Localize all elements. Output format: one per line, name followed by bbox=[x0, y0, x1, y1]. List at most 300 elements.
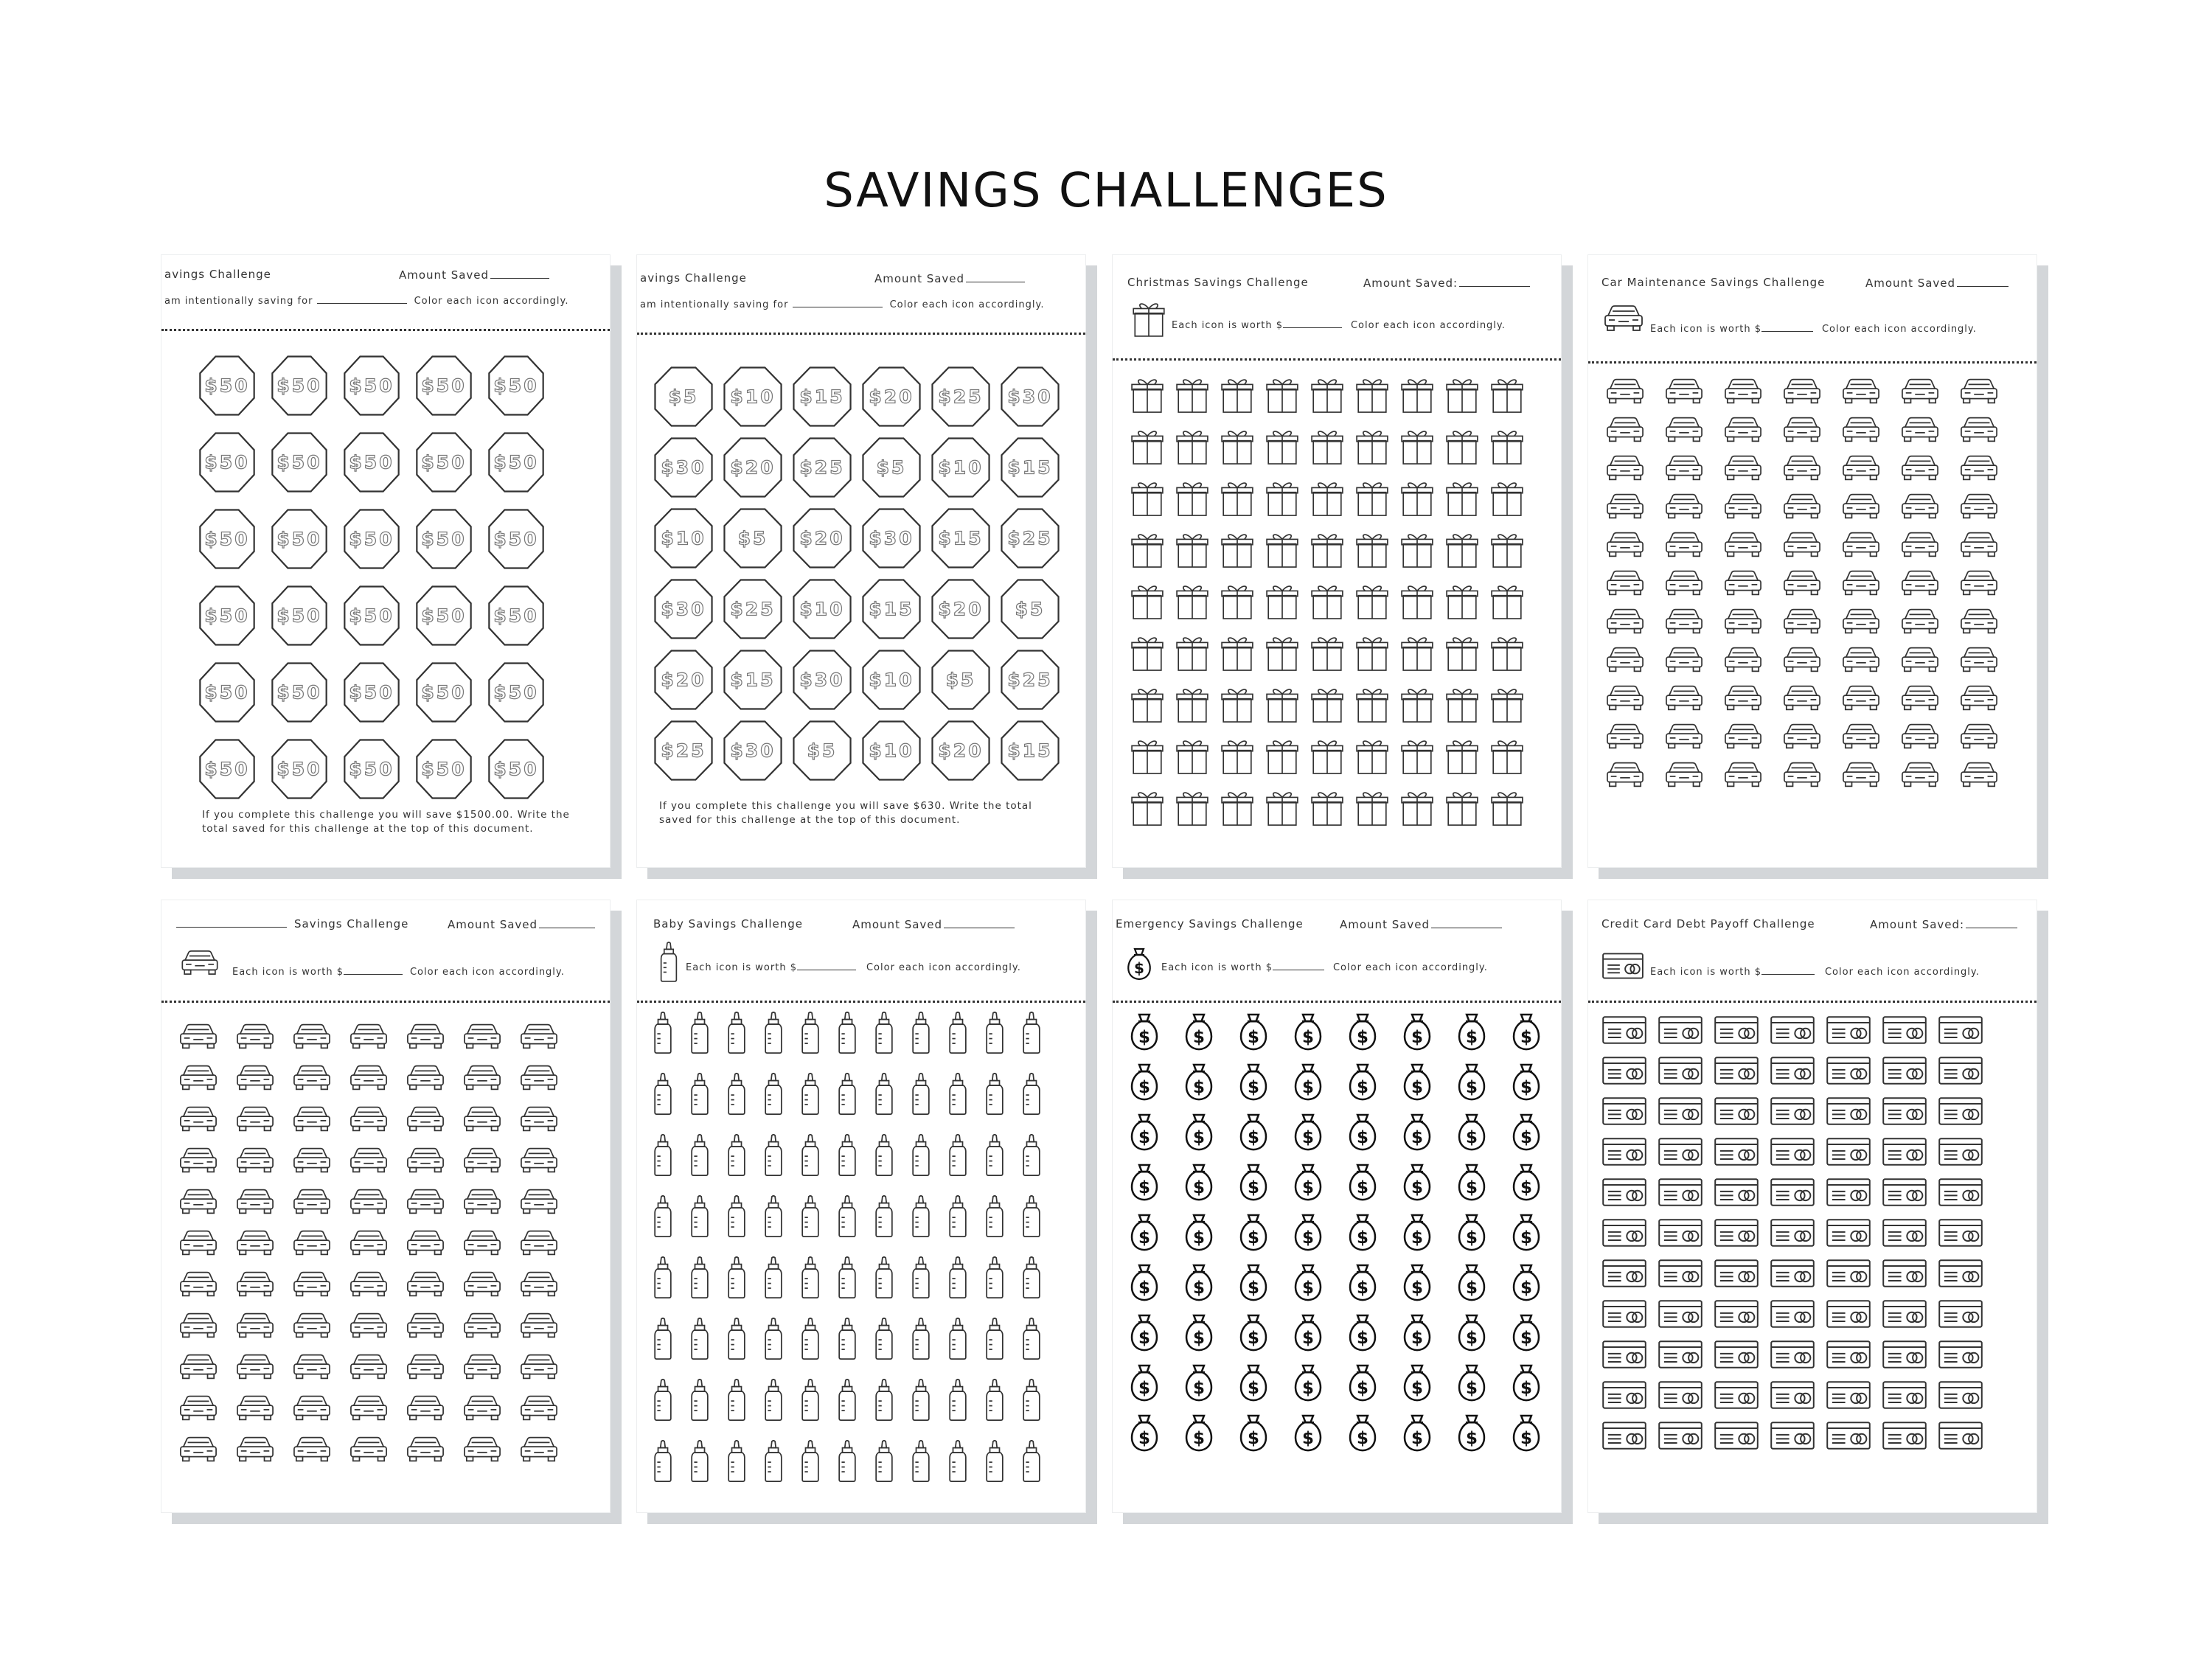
baby-bottle-icon[interactable] bbox=[911, 1011, 931, 1055]
car-icon[interactable] bbox=[520, 1105, 558, 1133]
baby-bottle-icon[interactable] bbox=[838, 1317, 857, 1361]
savings-octagon[interactable] bbox=[343, 508, 400, 570]
baby-bottle-icon[interactable] bbox=[874, 1011, 894, 1055]
car-icon[interactable] bbox=[1842, 645, 1880, 673]
savings-octagon[interactable] bbox=[487, 661, 545, 723]
car-icon[interactable] bbox=[1665, 607, 1703, 635]
baby-bottle-icon[interactable] bbox=[874, 1378, 894, 1422]
money-bag-icon[interactable] bbox=[1291, 1412, 1325, 1453]
car-icon[interactable] bbox=[293, 1022, 331, 1050]
gift-icon[interactable] bbox=[1175, 476, 1209, 519]
credit-card-icon[interactable] bbox=[1658, 1096, 1703, 1127]
money-bag-icon[interactable] bbox=[1237, 1061, 1270, 1102]
credit-card-icon[interactable] bbox=[1938, 1380, 1983, 1411]
money-bag-icon[interactable] bbox=[1509, 1111, 1543, 1152]
car-icon[interactable] bbox=[1901, 722, 1939, 750]
baby-bottle-icon[interactable] bbox=[727, 1011, 746, 1055]
credit-card-icon[interactable] bbox=[1938, 1420, 1983, 1451]
car-icon[interactable] bbox=[293, 1270, 331, 1298]
baby-bottle-icon[interactable] bbox=[911, 1256, 931, 1300]
car-icon[interactable] bbox=[179, 1146, 218, 1174]
gift-icon[interactable] bbox=[1400, 373, 1434, 416]
credit-card-icon[interactable] bbox=[1826, 1177, 1871, 1208]
car-icon[interactable] bbox=[1842, 607, 1880, 635]
savings-octagon[interactable] bbox=[792, 507, 852, 569]
savings-octagon[interactable] bbox=[861, 578, 922, 640]
baby-bottle-icon[interactable] bbox=[874, 1256, 894, 1300]
credit-card-icon[interactable] bbox=[1826, 1096, 1871, 1127]
car-icon[interactable] bbox=[406, 1270, 445, 1298]
savings-octagon[interactable] bbox=[343, 738, 400, 800]
gift-icon[interactable] bbox=[1355, 631, 1389, 674]
baby-bottle-icon[interactable] bbox=[838, 1133, 857, 1178]
credit-card-icon[interactable] bbox=[1601, 1217, 1647, 1248]
gift-icon[interactable] bbox=[1310, 786, 1344, 829]
car-icon[interactable] bbox=[406, 1352, 445, 1380]
savings-octagon[interactable] bbox=[198, 355, 256, 417]
savings-octagon[interactable] bbox=[792, 578, 852, 640]
amount-saved-field[interactable]: Amount Saved bbox=[874, 271, 1025, 285]
money-bag-icon[interactable] bbox=[1400, 1061, 1434, 1102]
gift-icon[interactable] bbox=[1445, 425, 1479, 467]
credit-card-icon[interactable] bbox=[1770, 1177, 1815, 1208]
car-icon[interactable] bbox=[1901, 760, 1939, 788]
car-icon[interactable] bbox=[349, 1394, 388, 1422]
baby-bottle-icon[interactable] bbox=[838, 1072, 857, 1116]
car-icon[interactable] bbox=[349, 1228, 388, 1256]
baby-bottle-icon[interactable] bbox=[727, 1317, 746, 1361]
credit-card-icon[interactable] bbox=[1826, 1339, 1871, 1370]
baby-bottle-icon[interactable] bbox=[948, 1194, 967, 1239]
car-icon[interactable] bbox=[1665, 492, 1703, 520]
money-bag-icon[interactable] bbox=[1182, 1061, 1216, 1102]
credit-card-icon[interactable] bbox=[1714, 1136, 1759, 1167]
savings-octagon[interactable] bbox=[343, 661, 400, 723]
gift-icon[interactable] bbox=[1355, 425, 1389, 467]
savings-octagon[interactable] bbox=[931, 720, 991, 782]
savings-octagon[interactable] bbox=[198, 738, 256, 800]
credit-card-icon[interactable] bbox=[1938, 1258, 1983, 1289]
car-icon[interactable] bbox=[1842, 453, 1880, 481]
money-bag-icon[interactable] bbox=[1291, 1262, 1325, 1303]
credit-card-icon[interactable] bbox=[1658, 1258, 1703, 1289]
car-icon[interactable] bbox=[1783, 415, 1821, 443]
credit-card-icon[interactable] bbox=[1770, 1339, 1815, 1370]
car-icon[interactable] bbox=[406, 1146, 445, 1174]
car-icon[interactable] bbox=[406, 1063, 445, 1091]
gift-icon[interactable] bbox=[1265, 528, 1299, 571]
gift-icon[interactable] bbox=[1265, 786, 1299, 829]
gift-icon[interactable] bbox=[1130, 631, 1164, 674]
money-bag-icon[interactable] bbox=[1291, 1061, 1325, 1102]
baby-bottle-icon[interactable] bbox=[690, 1256, 709, 1300]
credit-card-icon[interactable] bbox=[1770, 1015, 1815, 1046]
money-bag-icon[interactable] bbox=[1509, 1412, 1543, 1453]
money-bag-icon[interactable] bbox=[1182, 1011, 1216, 1052]
car-icon[interactable] bbox=[1665, 453, 1703, 481]
car-icon[interactable] bbox=[1960, 377, 1998, 405]
baby-bottle-icon[interactable] bbox=[764, 1256, 783, 1300]
credit-card-icon[interactable] bbox=[1714, 1420, 1759, 1451]
savings-octagon[interactable] bbox=[653, 578, 714, 640]
money-bag-icon[interactable] bbox=[1182, 1362, 1216, 1403]
car-icon[interactable] bbox=[1842, 760, 1880, 788]
credit-card-icon[interactable] bbox=[1826, 1380, 1871, 1411]
credit-card-icon[interactable] bbox=[1601, 1258, 1647, 1289]
baby-bottle-icon[interactable] bbox=[911, 1439, 931, 1484]
savings-octagon[interactable] bbox=[653, 649, 714, 711]
baby-bottle-icon[interactable] bbox=[690, 1133, 709, 1178]
baby-bottle-icon[interactable] bbox=[874, 1194, 894, 1239]
car-icon[interactable] bbox=[179, 1228, 218, 1256]
credit-card-icon[interactable] bbox=[1714, 1096, 1759, 1127]
car-icon[interactable] bbox=[520, 1270, 558, 1298]
car-icon[interactable] bbox=[406, 1105, 445, 1133]
amount-saved-field[interactable]: Amount Saved bbox=[852, 917, 1015, 931]
car-icon[interactable] bbox=[1606, 607, 1644, 635]
car-icon[interactable] bbox=[1960, 684, 1998, 712]
car-icon[interactable] bbox=[179, 1187, 218, 1215]
car-icon[interactable] bbox=[179, 1311, 218, 1339]
gift-icon[interactable] bbox=[1220, 476, 1254, 519]
car-icon[interactable] bbox=[349, 1063, 388, 1091]
car-icon[interactable] bbox=[520, 1146, 558, 1174]
gift-icon[interactable] bbox=[1490, 528, 1524, 571]
money-bag-icon[interactable] bbox=[1509, 1061, 1543, 1102]
baby-bottle-icon[interactable] bbox=[985, 1072, 1004, 1116]
baby-bottle-icon[interactable] bbox=[985, 1194, 1004, 1239]
gift-icon[interactable] bbox=[1310, 734, 1344, 777]
credit-card-icon[interactable] bbox=[1601, 1177, 1647, 1208]
money-bag-icon[interactable] bbox=[1400, 1161, 1434, 1203]
car-icon[interactable] bbox=[179, 1435, 218, 1463]
baby-bottle-icon[interactable] bbox=[764, 1011, 783, 1055]
car-icon[interactable] bbox=[1842, 377, 1880, 405]
baby-bottle-icon[interactable] bbox=[911, 1194, 931, 1239]
savings-octagon[interactable] bbox=[653, 437, 714, 498]
credit-card-icon[interactable] bbox=[1938, 1055, 1983, 1086]
gift-icon[interactable] bbox=[1220, 373, 1254, 416]
credit-card-icon[interactable] bbox=[1770, 1055, 1815, 1086]
gift-icon[interactable] bbox=[1310, 631, 1344, 674]
credit-card-icon[interactable] bbox=[1770, 1380, 1815, 1411]
car-icon[interactable] bbox=[1842, 415, 1880, 443]
gift-icon[interactable] bbox=[1220, 528, 1254, 571]
baby-bottle-icon[interactable] bbox=[690, 1011, 709, 1055]
gift-icon[interactable] bbox=[1490, 631, 1524, 674]
gift-icon[interactable] bbox=[1175, 631, 1209, 674]
money-bag-icon[interactable] bbox=[1400, 1362, 1434, 1403]
savings-octagon[interactable] bbox=[1000, 578, 1060, 640]
gift-icon[interactable] bbox=[1490, 683, 1524, 726]
car-icon[interactable] bbox=[236, 1187, 274, 1215]
gift-icon[interactable] bbox=[1265, 580, 1299, 622]
savings-octagon[interactable] bbox=[415, 355, 473, 417]
car-icon[interactable] bbox=[349, 1146, 388, 1174]
savings-octagon[interactable] bbox=[271, 355, 328, 417]
money-bag-icon[interactable] bbox=[1400, 1211, 1434, 1253]
savings-octagon[interactable] bbox=[271, 738, 328, 800]
car-icon[interactable] bbox=[1783, 722, 1821, 750]
baby-bottle-icon[interactable] bbox=[801, 1133, 820, 1178]
baby-bottle-icon[interactable] bbox=[653, 1072, 672, 1116]
money-bag-icon[interactable] bbox=[1455, 1011, 1489, 1052]
savings-octagon[interactable] bbox=[723, 437, 783, 498]
gift-icon[interactable] bbox=[1355, 786, 1389, 829]
car-icon[interactable] bbox=[1783, 645, 1821, 673]
car-icon[interactable] bbox=[1606, 760, 1644, 788]
savings-octagon[interactable] bbox=[1000, 720, 1060, 782]
savings-octagon[interactable] bbox=[415, 585, 473, 647]
gift-icon[interactable] bbox=[1130, 528, 1164, 571]
baby-bottle-icon[interactable] bbox=[727, 1439, 746, 1484]
baby-bottle-icon[interactable] bbox=[1022, 1194, 1041, 1239]
baby-bottle-icon[interactable] bbox=[727, 1378, 746, 1422]
credit-card-icon[interactable] bbox=[1826, 1217, 1871, 1248]
baby-bottle-icon[interactable] bbox=[1022, 1378, 1041, 1422]
car-icon[interactable] bbox=[1960, 453, 1998, 481]
car-icon[interactable] bbox=[179, 1394, 218, 1422]
baby-bottle-icon[interactable] bbox=[727, 1072, 746, 1116]
savings-octagon[interactable] bbox=[487, 585, 545, 647]
money-bag-icon[interactable] bbox=[1127, 1211, 1161, 1253]
gift-icon[interactable] bbox=[1400, 425, 1434, 467]
credit-card-icon[interactable] bbox=[1938, 1177, 1983, 1208]
car-icon[interactable] bbox=[293, 1435, 331, 1463]
money-bag-icon[interactable] bbox=[1182, 1161, 1216, 1203]
baby-bottle-icon[interactable] bbox=[690, 1378, 709, 1422]
gift-icon[interactable] bbox=[1445, 631, 1479, 674]
car-icon[interactable] bbox=[1901, 530, 1939, 558]
car-icon[interactable] bbox=[520, 1352, 558, 1380]
savings-octagon[interactable] bbox=[487, 508, 545, 570]
credit-card-icon[interactable] bbox=[1658, 1380, 1703, 1411]
money-bag-icon[interactable] bbox=[1455, 1061, 1489, 1102]
gift-icon[interactable] bbox=[1490, 786, 1524, 829]
credit-card-icon[interactable] bbox=[1658, 1136, 1703, 1167]
baby-bottle-icon[interactable] bbox=[1022, 1317, 1041, 1361]
credit-card-icon[interactable] bbox=[1882, 1015, 1927, 1046]
credit-card-icon[interactable] bbox=[1826, 1136, 1871, 1167]
baby-bottle-icon[interactable] bbox=[764, 1378, 783, 1422]
money-bag-icon[interactable] bbox=[1455, 1111, 1489, 1152]
baby-bottle-icon[interactable] bbox=[690, 1439, 709, 1484]
savings-octagon[interactable] bbox=[653, 720, 714, 782]
gift-icon[interactable] bbox=[1130, 580, 1164, 622]
car-icon[interactable] bbox=[236, 1105, 274, 1133]
money-bag-icon[interactable] bbox=[1455, 1312, 1489, 1353]
car-icon[interactable] bbox=[406, 1187, 445, 1215]
credit-card-icon[interactable] bbox=[1882, 1136, 1927, 1167]
car-icon[interactable] bbox=[293, 1352, 331, 1380]
gift-icon[interactable] bbox=[1130, 683, 1164, 726]
car-icon[interactable] bbox=[520, 1022, 558, 1050]
credit-card-icon[interactable] bbox=[1714, 1298, 1759, 1329]
baby-bottle-icon[interactable] bbox=[874, 1133, 894, 1178]
credit-card-icon[interactable] bbox=[1770, 1217, 1815, 1248]
car-icon[interactable] bbox=[1606, 722, 1644, 750]
car-icon[interactable] bbox=[1842, 568, 1880, 597]
baby-bottle-icon[interactable] bbox=[911, 1317, 931, 1361]
baby-bottle-icon[interactable] bbox=[874, 1317, 894, 1361]
gift-icon[interactable] bbox=[1400, 631, 1434, 674]
credit-card-icon[interactable] bbox=[1714, 1339, 1759, 1370]
gift-icon[interactable] bbox=[1400, 528, 1434, 571]
gift-icon[interactable] bbox=[1400, 734, 1434, 777]
baby-bottle-icon[interactable] bbox=[911, 1378, 931, 1422]
credit-card-icon[interactable] bbox=[1882, 1420, 1927, 1451]
car-icon[interactable] bbox=[1665, 530, 1703, 558]
baby-bottle-icon[interactable] bbox=[1022, 1133, 1041, 1178]
car-icon[interactable] bbox=[463, 1146, 501, 1174]
savings-octagon[interactable] bbox=[931, 366, 991, 428]
money-bag-icon[interactable] bbox=[1291, 1362, 1325, 1403]
gift-icon[interactable] bbox=[1445, 580, 1479, 622]
baby-bottle-icon[interactable] bbox=[764, 1194, 783, 1239]
gift-icon[interactable] bbox=[1445, 786, 1479, 829]
baby-bottle-icon[interactable] bbox=[948, 1072, 967, 1116]
savings-octagon[interactable] bbox=[1000, 366, 1060, 428]
baby-bottle-icon[interactable] bbox=[764, 1133, 783, 1178]
amount-saved-field[interactable]: Amount Saved: bbox=[1870, 917, 2017, 931]
money-bag-icon[interactable] bbox=[1237, 1412, 1270, 1453]
car-icon[interactable] bbox=[1606, 684, 1644, 712]
car-icon[interactable] bbox=[293, 1394, 331, 1422]
baby-bottle-icon[interactable] bbox=[874, 1072, 894, 1116]
gift-icon[interactable] bbox=[1220, 734, 1254, 777]
gift-icon[interactable] bbox=[1355, 476, 1389, 519]
car-icon[interactable] bbox=[236, 1228, 274, 1256]
baby-bottle-icon[interactable] bbox=[1022, 1439, 1041, 1484]
car-icon[interactable] bbox=[349, 1270, 388, 1298]
savings-octagon[interactable] bbox=[487, 738, 545, 800]
car-icon[interactable] bbox=[1901, 684, 1939, 712]
money-bag-icon[interactable] bbox=[1127, 1061, 1161, 1102]
credit-card-icon[interactable] bbox=[1938, 1015, 1983, 1046]
gift-icon[interactable] bbox=[1220, 425, 1254, 467]
money-bag-icon[interactable] bbox=[1291, 1011, 1325, 1052]
credit-card-icon[interactable] bbox=[1882, 1339, 1927, 1370]
gift-icon[interactable] bbox=[1265, 476, 1299, 519]
savings-octagon[interactable] bbox=[931, 507, 991, 569]
gift-icon[interactable] bbox=[1130, 425, 1164, 467]
baby-bottle-icon[interactable] bbox=[653, 1317, 672, 1361]
savings-octagon[interactable] bbox=[723, 720, 783, 782]
credit-card-icon[interactable] bbox=[1882, 1298, 1927, 1329]
car-icon[interactable] bbox=[406, 1228, 445, 1256]
credit-card-icon[interactable] bbox=[1882, 1096, 1927, 1127]
car-icon[interactable] bbox=[293, 1063, 331, 1091]
credit-card-icon[interactable] bbox=[1714, 1217, 1759, 1248]
gift-icon[interactable] bbox=[1220, 786, 1254, 829]
credit-card-icon[interactable] bbox=[1658, 1015, 1703, 1046]
car-icon[interactable] bbox=[349, 1435, 388, 1463]
savings-octagon[interactable] bbox=[487, 355, 545, 417]
car-icon[interactable] bbox=[349, 1022, 388, 1050]
car-icon[interactable] bbox=[463, 1187, 501, 1215]
baby-bottle-icon[interactable] bbox=[874, 1439, 894, 1484]
money-bag-icon[interactable] bbox=[1346, 1262, 1380, 1303]
money-bag-icon[interactable] bbox=[1127, 1011, 1161, 1052]
money-bag-icon[interactable] bbox=[1127, 1362, 1161, 1403]
gift-icon[interactable] bbox=[1130, 786, 1164, 829]
baby-bottle-icon[interactable] bbox=[985, 1439, 1004, 1484]
amount-saved-field[interactable]: Amount Saved bbox=[399, 268, 549, 282]
car-icon[interactable] bbox=[179, 1270, 218, 1298]
car-icon[interactable] bbox=[1901, 492, 1939, 520]
gift-icon[interactable] bbox=[1265, 425, 1299, 467]
savings-octagon[interactable] bbox=[271, 585, 328, 647]
car-icon[interactable] bbox=[1665, 415, 1703, 443]
car-icon[interactable] bbox=[1724, 530, 1762, 558]
gift-icon[interactable] bbox=[1355, 683, 1389, 726]
gift-icon[interactable] bbox=[1175, 580, 1209, 622]
car-icon[interactable] bbox=[1960, 760, 1998, 788]
baby-bottle-icon[interactable] bbox=[801, 1011, 820, 1055]
baby-bottle-icon[interactable] bbox=[764, 1072, 783, 1116]
car-icon[interactable] bbox=[1842, 530, 1880, 558]
savings-octagon[interactable] bbox=[415, 738, 473, 800]
baby-bottle-icon[interactable] bbox=[948, 1317, 967, 1361]
car-icon[interactable] bbox=[293, 1105, 331, 1133]
car-icon[interactable] bbox=[520, 1228, 558, 1256]
money-bag-icon[interactable] bbox=[1237, 1211, 1270, 1253]
savings-octagon[interactable] bbox=[415, 431, 473, 493]
money-bag-icon[interactable] bbox=[1182, 1262, 1216, 1303]
baby-bottle-icon[interactable] bbox=[948, 1256, 967, 1300]
car-icon[interactable] bbox=[406, 1311, 445, 1339]
car-icon[interactable] bbox=[293, 1311, 331, 1339]
car-icon[interactable] bbox=[349, 1187, 388, 1215]
credit-card-icon[interactable] bbox=[1882, 1217, 1927, 1248]
car-icon[interactable] bbox=[1724, 492, 1762, 520]
money-bag-icon[interactable] bbox=[1291, 1312, 1325, 1353]
car-icon[interactable] bbox=[1665, 377, 1703, 405]
gift-icon[interactable] bbox=[1265, 734, 1299, 777]
car-icon[interactable] bbox=[293, 1146, 331, 1174]
savings-octagon[interactable] bbox=[723, 578, 783, 640]
credit-card-icon[interactable] bbox=[1826, 1015, 1871, 1046]
savings-octagon[interactable] bbox=[931, 578, 991, 640]
money-bag-icon[interactable] bbox=[1182, 1412, 1216, 1453]
car-icon[interactable] bbox=[349, 1105, 388, 1133]
money-bag-icon[interactable] bbox=[1400, 1412, 1434, 1453]
baby-bottle-icon[interactable] bbox=[948, 1378, 967, 1422]
gift-icon[interactable] bbox=[1490, 580, 1524, 622]
gift-icon[interactable] bbox=[1490, 373, 1524, 416]
gift-icon[interactable] bbox=[1445, 734, 1479, 777]
baby-bottle-icon[interactable] bbox=[1022, 1011, 1041, 1055]
savings-octagon[interactable] bbox=[198, 585, 256, 647]
money-bag-icon[interactable] bbox=[1182, 1211, 1216, 1253]
gift-icon[interactable] bbox=[1175, 734, 1209, 777]
car-icon[interactable] bbox=[520, 1435, 558, 1463]
credit-card-icon[interactable] bbox=[1658, 1339, 1703, 1370]
baby-bottle-icon[interactable] bbox=[985, 1317, 1004, 1361]
money-bag-icon[interactable] bbox=[1400, 1111, 1434, 1152]
savings-octagon[interactable] bbox=[653, 507, 714, 569]
baby-bottle-icon[interactable] bbox=[653, 1194, 672, 1239]
baby-bottle-icon[interactable] bbox=[764, 1317, 783, 1361]
credit-card-icon[interactable] bbox=[1714, 1015, 1759, 1046]
gift-icon[interactable] bbox=[1130, 476, 1164, 519]
car-icon[interactable] bbox=[1665, 684, 1703, 712]
car-icon[interactable] bbox=[463, 1352, 501, 1380]
baby-bottle-icon[interactable] bbox=[764, 1439, 783, 1484]
baby-bottle-icon[interactable] bbox=[948, 1133, 967, 1178]
car-icon[interactable] bbox=[236, 1270, 274, 1298]
savings-octagon[interactable] bbox=[931, 649, 991, 711]
